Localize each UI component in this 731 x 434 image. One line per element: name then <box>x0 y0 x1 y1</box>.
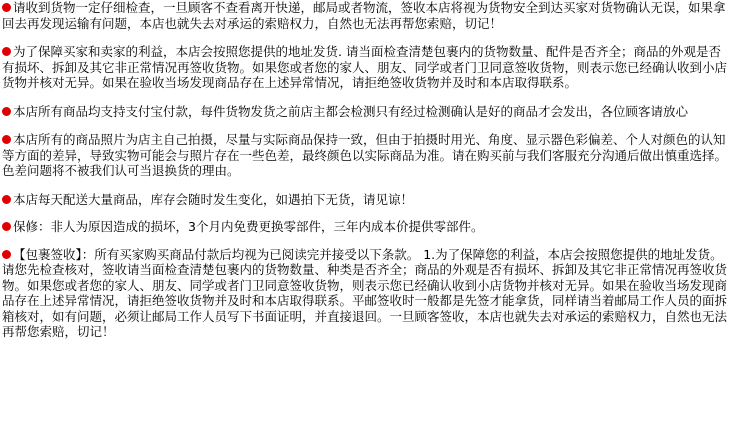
paragraph-text: 【包裹签收】：所有买家购买商品付款后均视为已阅读完并接受以下条款。 1.为了保障您的利益，本店会按照您提供的地址发货。请您先检查核对，签收请当面检查清楚包裹内的货物数量、种类是否齐全；商品的外观是否有损坏、拆卸及其它非正常情况再签收货物。如果您或者您的家人、朋友、同学或者门卫同意签收货物，则表示您已经确认收到小店货物并核对无异。如果在验收当场发现商品存在上述异常情况，请拒绝签收货物并及时和本店取得联系。平邮签收时一般都是先签才能拿货，同样请当着邮局工作人员的面拆箱核对，如有问题，必须让邮局工作人员写下书面证明，并直接退回。一旦顾客签收，本店也就失去对承运的索赔权力，自然也无法再帮您索赔，切记！ <box>2 246 728 339</box>
red-bullet-icon <box>2 222 11 231</box>
notice-paragraph-warranty <box>2 219 729 235</box>
paragraph-text: 为了保障买家和卖家的利益，本店会按照您提供的地址发货. 请当面检查清楚包裹内的货物数量、配件是否齐全；商品的外观是否有损坏、拆卸及其它非正常情况再签收货物。如果您或者您的家人、朋友、同学或者门卫同意签收货物，则表示您已经确认收到小店货物并核对无异。如果在验收当场发现商品存在上述异常情况，请拒绝签收货物并及时和本店取得联系。 <box>2 44 728 90</box>
paragraph-text: 请收到货物一定仔细检查，一旦顾客不查看离开快递，邮局或者物流，签收本店将视为货物安全到达买家对货物确认无误，如果拿回去再发现运输有问题，本店也就失去对承运的索赔权力，自然也无法再帮您索赔，切记！ <box>2 0 726 31</box>
notice-paragraph-inspection <box>2 0 729 31</box>
paragraph-text: 本店所有的商品照片为店主自己拍摄，尽量与实际商品保持一致，但由于拍摄时用光、角度、显示器色彩偏差、个人对颜色的认知等方面的差异，导致实物可能会与照片存在一些色差，最终颜色以实际商品为准。请在购买前与我们客服充分沟通后做出慎重选择。色差问题将不被我们认可当退换货的理由。 <box>2 132 728 178</box>
notice-paragraph-package-signoff <box>2 247 729 340</box>
notice-paragraph-delivery-check <box>2 44 729 91</box>
notice-paragraph-photo-color <box>2 132 729 179</box>
red-bullet-icon <box>2 3 11 12</box>
red-bullet-icon <box>2 107 11 116</box>
red-bullet-icon <box>2 195 11 204</box>
red-bullet-icon <box>2 250 11 259</box>
store-notice <box>2 0 729 434</box>
notice-paragraph-payment <box>2 104 729 120</box>
paragraph-text: 本店每天配送大量商品，库存会随时发生变化，如遇拍下无货，请见谅！ <box>13 191 414 207</box>
paragraph-text: 保修：非人为原因造成的损坏，3个月内免费更换零部件，三年内成本价提供零部件。 <box>13 219 484 234</box>
red-bullet-icon <box>2 135 11 144</box>
red-bullet-icon <box>2 47 11 56</box>
notice-paragraph-stock <box>2 192 729 208</box>
paragraph-text: 本店所有商品均支持支付宝付款，每件货物发货之前店主都会检测只有经过检测确认是好的商品才会发出，各位顾客请放心 <box>13 103 689 119</box>
